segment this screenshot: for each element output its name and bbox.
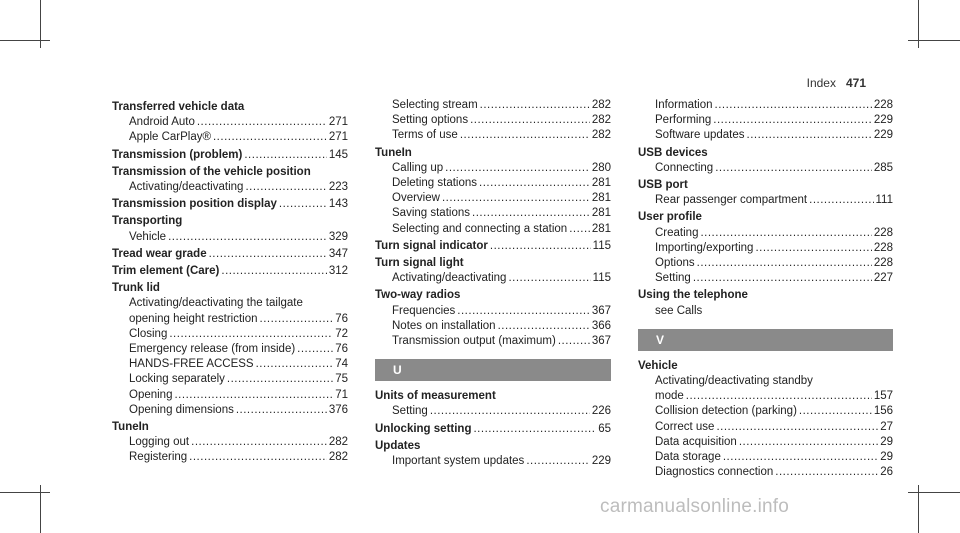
dot-leader: [739, 435, 878, 450]
entry-text: Data storage: [655, 451, 721, 464]
index-entry: [375, 387, 611, 404]
dot-leader: [445, 161, 590, 176]
dot-leader: [442, 191, 590, 206]
index-entry[interactable]: [375, 237, 611, 254]
index-subentry[interactable]: [375, 98, 611, 113]
index-subentry[interactable]: [112, 435, 348, 450]
dot-leader: [693, 271, 872, 286]
dot-leader: [569, 222, 590, 237]
entry-text: Correct use: [655, 420, 715, 433]
page-ref[interactable]: 281: [591, 207, 611, 220]
page-ref[interactable]: 282: [328, 436, 348, 449]
index-subentry[interactable]: [112, 130, 348, 145]
entry-text: Closing: [129, 327, 168, 340]
dot-leader: [430, 404, 590, 419]
dot-leader: [470, 113, 590, 128]
page-ref[interactable]: 280: [591, 161, 611, 174]
index-subentry[interactable]: [112, 115, 348, 130]
index-subentry[interactable]: [638, 98, 893, 113]
entry-text: TuneIn: [112, 421, 149, 434]
section-letter: U: [375, 359, 611, 381]
index-subentry[interactable]: [638, 271, 893, 286]
entry-text: Units of measurement: [375, 390, 496, 403]
page-header: [807, 76, 866, 90]
index-subentry[interactable]: [375, 404, 611, 419]
index-entry: [375, 144, 611, 161]
index-subentry: [112, 296, 348, 311]
entry-text: Opening dimensions: [129, 403, 234, 416]
entry-text: Activating/deactivating standby: [655, 375, 813, 388]
index-subentry[interactable]: [375, 454, 611, 469]
entry-text: Selecting stream: [392, 99, 478, 111]
entry-text: Notes on installation: [392, 319, 496, 332]
page-ref[interactable]: 29: [880, 451, 893, 464]
entry-text: Transporting: [112, 215, 183, 228]
entry-text: Unlocking setting: [375, 422, 472, 435]
index-subentry[interactable]: [112, 388, 348, 403]
index-subentry[interactable]: [375, 191, 611, 206]
entry-text: Options: [655, 257, 695, 270]
index-entry[interactable]: [112, 195, 348, 212]
entry-text: Information: [655, 99, 713, 111]
entry-text: Calling up: [392, 161, 444, 174]
index-subentry: [638, 304, 893, 319]
page-ref[interactable]: 271: [328, 116, 348, 129]
entry-text: Deleting stations: [392, 177, 478, 190]
index-subentry[interactable]: [638, 161, 893, 176]
dot-leader: [197, 115, 327, 130]
page-ref[interactable]: 347: [328, 247, 348, 260]
entry-text: Trim element (Care): [112, 265, 220, 278]
dot-leader: [715, 98, 872, 113]
dot-leader: [213, 130, 327, 145]
entry-text: Terms of use: [392, 129, 458, 142]
page-ref[interactable]: 329: [328, 230, 348, 243]
index-column-1: [112, 98, 348, 466]
page-ref[interactable]: 115: [592, 272, 611, 285]
entry-text: Turn signal indicator: [375, 239, 488, 252]
dot-leader: [526, 454, 590, 469]
dot-leader: [715, 161, 872, 176]
entry-text: TuneIn: [375, 146, 412, 159]
entry-text: Updates: [375, 439, 421, 452]
index-subentry[interactable]: [375, 128, 611, 143]
dot-leader: [279, 197, 327, 212]
page-ref[interactable]: 228: [873, 257, 893, 270]
entry-text: Transferred vehicle data: [112, 101, 245, 113]
page-ref[interactable]: 76: [335, 343, 348, 356]
entry-text: Creating: [655, 226, 699, 239]
dot-leader: [256, 357, 334, 372]
entry-text: Using the telephone: [638, 289, 748, 302]
entry-text: Overview: [392, 192, 440, 205]
index-subentry[interactable]: [638, 241, 893, 256]
dot-leader: [558, 334, 590, 349]
index-subentry[interactable]: [375, 161, 611, 176]
dot-leader: [713, 113, 872, 128]
crop-mark: [0, 40, 50, 41]
entry-text: Trunk lid: [112, 282, 160, 295]
page-ref[interactable]: 366: [591, 319, 611, 332]
entry-text: Transmission (problem): [112, 148, 243, 161]
dot-leader: [799, 404, 872, 419]
index-entry[interactable]: [375, 420, 611, 437]
page-ref[interactable]: 281: [591, 192, 611, 205]
entry-text: Logging out: [129, 436, 190, 449]
index-entry: [375, 286, 611, 303]
dot-leader: [700, 226, 871, 241]
page-ref[interactable]: 75: [335, 373, 348, 386]
entry-text: Locking separately: [129, 373, 225, 386]
page-ref[interactable]: 271: [328, 131, 348, 144]
index-subentry[interactable]: [638, 404, 893, 419]
entry-text: see Calls: [655, 304, 703, 317]
index-entry: [638, 286, 893, 303]
entry-text: Android Auto: [129, 116, 195, 129]
page-ref[interactable]: 229: [591, 455, 611, 468]
index-subentry[interactable]: [112, 450, 348, 465]
entry-text: Important system updates: [392, 455, 525, 468]
index-subentry[interactable]: [375, 271, 611, 286]
index-entry: [638, 176, 893, 193]
dot-leader: [245, 180, 326, 195]
dot-leader: [508, 271, 590, 286]
dot-leader: [498, 319, 590, 334]
index-subentry[interactable]: [112, 312, 348, 327]
entry-text: Rear passenger compartment: [655, 194, 808, 207]
entry-text: HANDS-FREE ACCESS: [129, 358, 254, 371]
crop-mark: [908, 40, 960, 41]
index-subentry: [638, 374, 893, 389]
header-label: Index: [806, 76, 836, 90]
index-subentry[interactable]: [638, 465, 893, 480]
index-subentry[interactable]: [638, 226, 893, 241]
page-ref[interactable]: 228: [873, 99, 893, 111]
entry-text: Collision detection (parking): [655, 405, 797, 418]
entry-text: Vehicle: [638, 359, 678, 372]
index-subentry[interactable]: [112, 230, 348, 245]
entry-text: Transmission of the vehicle position: [112, 165, 311, 178]
index-subentry[interactable]: [375, 304, 611, 319]
entry-text: Transmission output (maximum): [392, 335, 556, 348]
page-ref[interactable]: 27: [880, 420, 893, 433]
index-subentry[interactable]: [375, 206, 611, 221]
dot-leader: [460, 128, 590, 143]
entry-text: Saving stations: [392, 207, 470, 220]
page-ref[interactable]: 76: [335, 312, 348, 325]
entry-text: Vehicle: [129, 230, 167, 243]
page-ref[interactable]: 115: [592, 239, 611, 252]
entry-text: Two-way radios: [375, 289, 461, 302]
dot-leader: [174, 388, 333, 403]
index-subentry[interactable]: [112, 357, 348, 372]
page-ref[interactable]: 376: [328, 403, 348, 416]
entry-text: User profile: [638, 211, 702, 224]
dot-leader: [716, 420, 878, 435]
index-subentry[interactable]: [638, 389, 893, 404]
index-subentry[interactable]: [375, 113, 611, 128]
watermark: carmanualsonline.info: [600, 496, 790, 517]
page-ref[interactable]: 26: [880, 466, 893, 479]
index-subentry[interactable]: [112, 342, 348, 357]
entry-text: opening height restriction: [129, 312, 258, 325]
page-ref[interactable]: 229: [873, 114, 893, 127]
entry-text: Performing: [655, 114, 712, 127]
dot-leader: [479, 176, 590, 191]
index-entry: [112, 418, 348, 435]
section-letter: V: [638, 329, 893, 351]
dot-leader: [473, 422, 596, 437]
dot-leader: [209, 247, 327, 262]
entry-text: Software updates: [655, 129, 745, 142]
entry-text: Setting: [655, 272, 691, 285]
dot-leader: [697, 256, 872, 271]
dot-leader: [221, 264, 326, 279]
page-ref[interactable]: 145: [328, 148, 348, 161]
index-subentry[interactable]: [375, 319, 611, 334]
page-ref[interactable]: 282: [591, 99, 611, 111]
page-ref[interactable]: 156: [873, 405, 893, 418]
entry-text: Data acquisition: [655, 435, 737, 448]
dot-leader: [755, 241, 871, 256]
page-ref[interactable]: 281: [591, 222, 611, 235]
dot-leader: [260, 312, 334, 327]
entry-text: Transmission position display: [112, 198, 277, 211]
dot-leader: [168, 230, 327, 245]
dot-leader: [236, 403, 327, 418]
dot-leader: [244, 148, 326, 163]
dot-leader: [686, 389, 872, 404]
page-ref[interactable]: 367: [591, 304, 611, 317]
index-entry: [638, 357, 893, 374]
entry-text: Setting options: [392, 114, 469, 127]
page-ref[interactable]: 282: [328, 451, 348, 464]
entry-text: USB port: [638, 179, 688, 192]
entry-text: Importing/exporting: [655, 241, 754, 254]
entry-text: Frequencies: [392, 304, 456, 317]
index-subentry[interactable]: [112, 372, 348, 387]
index-entry: [638, 208, 893, 225]
page-ref[interactable]: 281: [591, 177, 611, 190]
entry-text: Activating/deactivating the tailgate: [129, 297, 303, 310]
entry-text: Diagnostics connection: [655, 466, 774, 479]
dot-leader: [457, 304, 590, 319]
index-entry: [112, 163, 348, 180]
dot-leader: [297, 342, 333, 357]
page-ref[interactable]: 65: [598, 422, 611, 435]
index-entry: [112, 98, 348, 115]
index-subentry[interactable]: [112, 180, 348, 195]
entry-text: Registering: [129, 451, 188, 464]
dot-leader: [480, 98, 590, 113]
index-entry: [638, 144, 893, 161]
index-subentry[interactable]: [638, 193, 893, 208]
index-column-2: [375, 98, 611, 469]
index-entry[interactable]: [112, 146, 348, 163]
page-ref[interactable]: 111: [875, 194, 893, 207]
index-entry: [375, 254, 611, 271]
page-ref[interactable]: 72: [335, 327, 348, 340]
index-subentry[interactable]: [112, 327, 348, 342]
index-entry[interactable]: [112, 262, 348, 279]
page-ref[interactable]: 226: [591, 405, 611, 418]
index-entry[interactable]: [112, 245, 348, 262]
index-subentry[interactable]: [375, 176, 611, 191]
dot-leader: [169, 327, 333, 342]
entry-text: Connecting: [655, 161, 714, 174]
index-subentry[interactable]: [638, 435, 893, 450]
index-subentry[interactable]: [375, 334, 611, 349]
index-subentry[interactable]: [375, 222, 611, 237]
page-ref[interactable]: 29: [880, 435, 893, 448]
index-subentry[interactable]: [638, 450, 893, 465]
entry-text: Opening: [129, 388, 173, 401]
entry-text: mode: [655, 390, 684, 403]
entry-text: Activating/deactivating: [392, 272, 507, 285]
dot-leader: [472, 206, 590, 221]
page-ref[interactable]: 229: [873, 129, 893, 142]
index-subentry[interactable]: [638, 128, 893, 143]
index-column-3: [638, 98, 893, 480]
dot-leader: [747, 128, 872, 143]
page-ref[interactable]: 157: [873, 390, 893, 403]
entry-text: Setting: [392, 405, 428, 418]
entry-text: Activating/deactivating: [129, 181, 244, 194]
dot-leader: [490, 239, 591, 254]
dot-leader: [227, 372, 333, 387]
index-entry: [112, 279, 348, 296]
entry-text: Selecting and connecting a station: [392, 222, 568, 235]
index-entry: [375, 437, 611, 454]
page-ref[interactable]: 74: [335, 358, 348, 371]
page-ref[interactable]: 228: [873, 241, 893, 254]
page-ref[interactable]: 223: [328, 181, 348, 194]
page-ref[interactable]: 285: [873, 161, 893, 174]
crop-mark: [908, 492, 960, 493]
page-ref[interactable]: 282: [591, 129, 611, 142]
entry-text: USB devices: [638, 146, 708, 159]
page-ref[interactable]: 367: [591, 335, 611, 348]
crop-mark: [0, 492, 50, 493]
dot-leader: [775, 465, 878, 480]
page-ref[interactable]: 143: [328, 198, 348, 211]
dot-leader: [723, 450, 878, 465]
page-ref[interactable]: 312: [328, 265, 348, 278]
entry-text: Turn signal light: [375, 257, 464, 270]
entry-text: Tread wear grade: [112, 247, 207, 260]
index-subentry[interactable]: [112, 403, 348, 418]
page-number: 471: [845, 76, 866, 90]
page-ref[interactable]: 71: [335, 388, 348, 401]
page-ref[interactable]: 228: [873, 226, 893, 239]
dot-leader: [189, 450, 327, 465]
dot-leader: [809, 193, 873, 208]
index-subentry[interactable]: [638, 113, 893, 128]
dot-leader: [191, 435, 327, 450]
index-subentry[interactable]: [638, 420, 893, 435]
entry-text: Emergency release (from inside): [129, 343, 296, 356]
page-ref[interactable]: 227: [873, 272, 893, 285]
index-entry: [112, 212, 348, 229]
entry-text: Apple CarPlay®: [129, 131, 211, 144]
index-subentry[interactable]: [638, 256, 893, 271]
page-ref[interactable]: 282: [591, 114, 611, 127]
